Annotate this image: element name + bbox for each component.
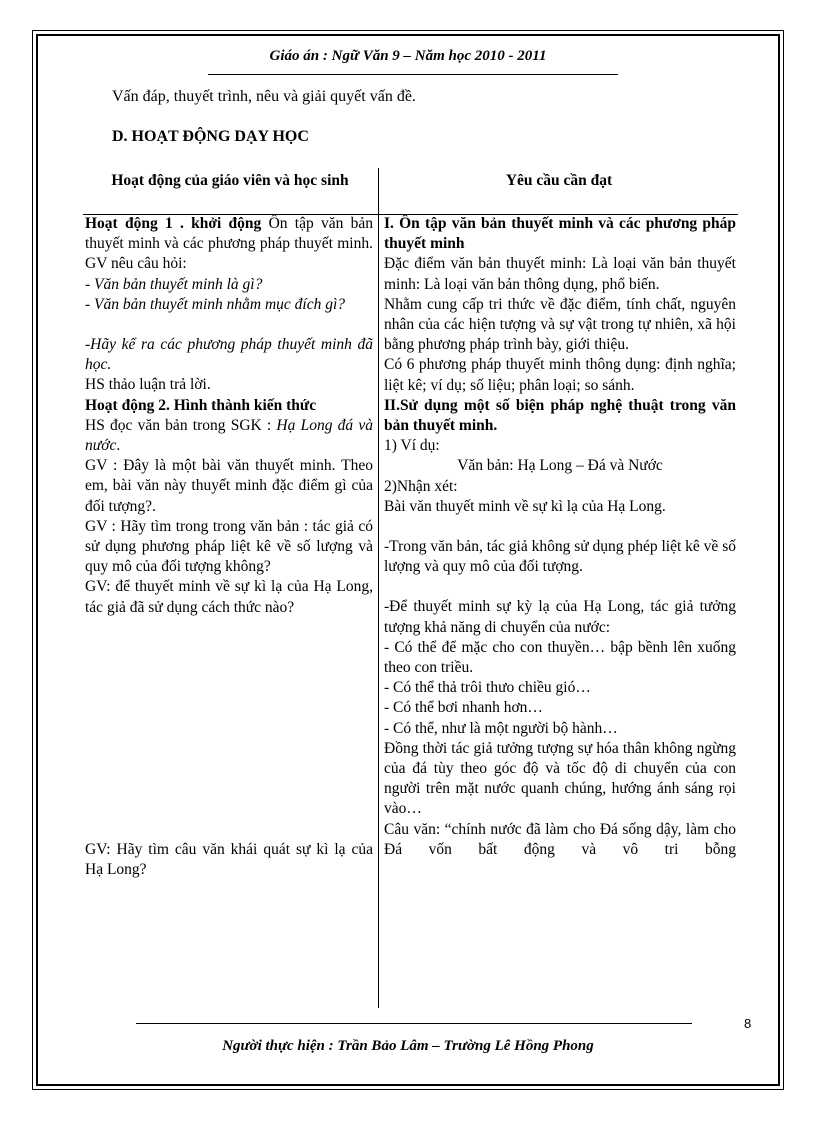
remark-3a: - Có thể để mặc cho con thuyền… bập bềnh lên xuống theo con triều. [384,638,736,677]
remark-4: Đồng thời tác giả tưởng tượng sự hóa thân không ngừng của đá tùy theo góc độ và tốc độ di chuyển của con người trên mặt nước quanh chúng, hướng ánh sáng rọi vào… [384,739,736,818]
section-1-para-3: Có 6 phương pháp thuyết minh thông dụng: định nghĩa; liệt kê; ví dụ; số liệu; phân loại; so sánh. [384,356,736,394]
section-1-title: I. Ôn tập văn bản thuyết minh và các phương pháp thuyết minh [384,215,736,253]
question-3: -Hãy kể ra các phương pháp thuyết minh đã học. [85,336,373,374]
spacer [384,517,736,537]
section-title: D. HOẠT ĐỘNG DẠY HỌC [112,128,309,145]
table-column-divider [378,168,379,1008]
column-header-teacher: Hoạt động của giáo viên và học sinh [111,172,349,189]
remark-2: -Trong văn bản, tác giả không sử dụng phép liệt kê về số lượng và quy mô của đối tượng. [384,538,736,576]
remark-3d: - Có thể, như là một người bộ hành… [384,719,618,737]
gv-question-2: GV : Hãy tìm trong trong văn bản : tác giả có sử dụng phương pháp liệt kê về số lượng và quy mô của đối tượng không? [85,517,373,576]
section-2-title: II.Sử dụng một số biện pháp nghệ thuật trong văn bản thuyết minh. [384,396,736,435]
gv-question-1: GV : Đây là một bài văn thuyết minh. Theo em, bài văn này thuyết minh đặc điểm gì của đối tượng?. [85,457,373,515]
activity-1-title: Hoạt động 1 . khởi động [85,215,262,232]
hs-read-title: Hạ Long đá và nước [85,416,373,455]
section-1-para-2: Nhằm cung cấp tri thức về đặc điểm, tính chất, nguyên nhân của các hiện tượng và sự vật trong tự nhiên, xã hội bằng phương pháp trình bày, giới thiệu. [384,295,736,354]
activity-1-text: Ôn tập văn bản thuyết minh và các phương pháp thuyết minh. [85,215,373,253]
page-header: Giáo án : Ngữ Văn 9 – Năm học 2010 - 2011 [269,48,547,64]
example-label: 1) Ví dụ: [384,437,440,455]
page-footer: Người thực hiện : Trần Bảo Lâm – Trường Lê Hồng Phong [222,1038,594,1054]
requirements-column [384,214,736,860]
gv-ask: GV nêu câu hỏi: [85,255,187,273]
remark-1: Bài văn thuyết minh về sự kì lạ của Hạ Long. [384,497,666,515]
page-number: 8 [744,1016,752,1031]
spacer [85,315,373,335]
footer-rule [136,1023,692,1024]
gv-question-4: GV: Hãy tìm câu văn khái quát sự kì lạ của Hạ Long? [85,840,373,879]
hs-read-text: HS đọc văn bản trong SGK : [85,416,277,434]
header-rule [208,74,618,75]
remark-5: Câu văn: “chính nước đã làm cho Đá sống dậy, làm cho Đá vốn bất động và vô tri bỗng [384,820,736,858]
remark-label: 2)Nhận xét: [384,477,458,495]
column-header-requirements: Yêu cầu cần đạt [505,172,613,189]
question-1: - Văn bản thuyết minh là gì? [85,275,263,293]
section-1-para-1: Đặc điểm văn bản thuyết minh: Là loại văn bản thuyết minh: Là loại văn bản thông dụng, phổ biến. [384,255,736,293]
hs-read-end: . [116,437,121,455]
question-2: - Văn bản thuyết minh nhằm mục đích gì? [85,295,346,313]
activity-2-title: Hoạt động 2. Hình thành kiến thức [85,396,317,414]
remark-3: -Để thuyết minh sự kỳ lạ của Hạ Long, tác giả tưởng tượng khả năng di chuyển của nước: [384,598,736,636]
remark-3c: - Có thể bơi nhanh hơn… [384,699,543,717]
hs-read [85,416,373,456]
teacher-student-column [85,214,373,880]
hs-discuss: HS thảo luận trả lời. [85,376,211,394]
example-text: Văn bản: Hạ Long – Đá và Nước [457,457,663,475]
gv-question-3: GV: để thuyết minh về sự kì lạ của Hạ Long, tác giả đã sử dụng cách thức nào? [85,578,373,616]
method-line: Vấn đáp, thuyết trình, nêu và giải quyết vấn đề. [112,88,416,105]
remark-3b: - Có thể thả trôi thưo chiều gió… [384,679,591,697]
spacer [384,577,736,597]
activity-1 [85,214,373,254]
spacer [85,618,373,840]
